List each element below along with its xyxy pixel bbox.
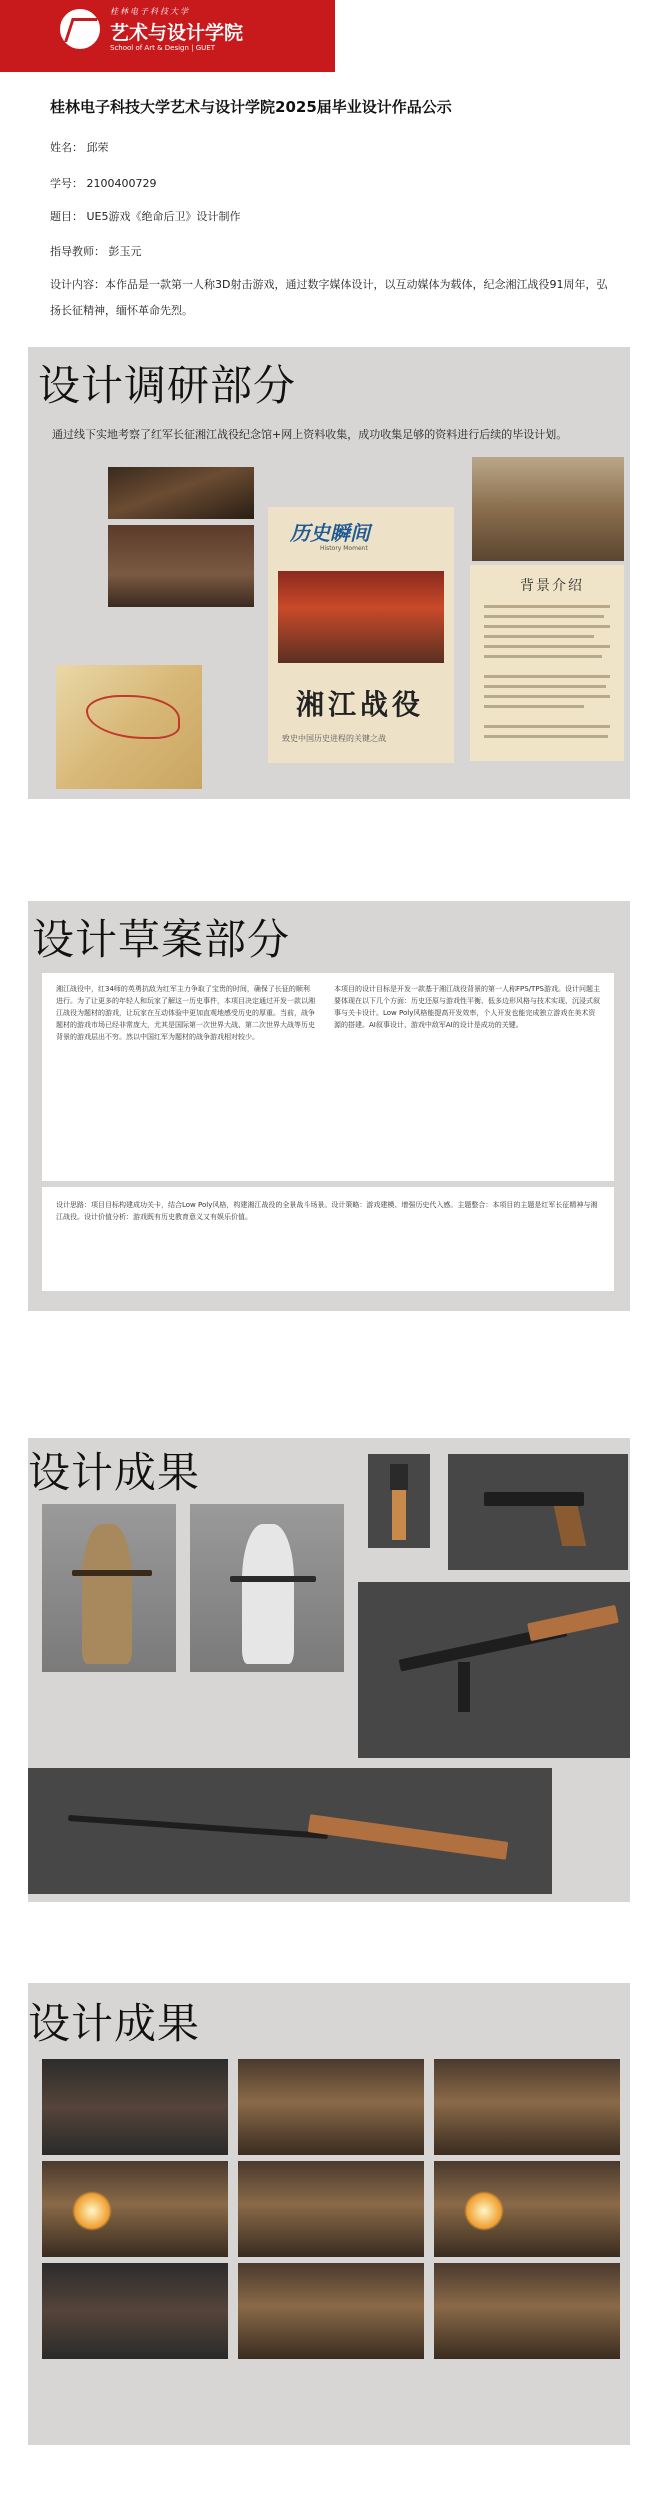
museum-photo-1 [108, 467, 254, 519]
draft-divider [42, 1181, 614, 1187]
submachine-gun-model [358, 1582, 630, 1758]
school-name: 艺术与设计学院 [110, 22, 244, 44]
text-line [484, 615, 604, 618]
text-line [484, 645, 610, 648]
grenade-head [390, 1464, 408, 1490]
soldier-figure [82, 1524, 132, 1664]
smg-stock [527, 1605, 619, 1641]
text-line [484, 695, 610, 698]
university-name: 桂林电子科技大学 [110, 7, 190, 16]
history-poster [268, 507, 454, 763]
student-id: 学号： 2100400729 [50, 177, 157, 190]
section-heading-results: 设计成果 [28, 1448, 201, 1497]
game-screenshot-2 [238, 2059, 424, 2155]
text-line [484, 625, 610, 628]
text-line [484, 605, 610, 608]
pistol-grip [554, 1506, 587, 1546]
poster-big-title: 湘江战役 [296, 688, 425, 721]
results-section-models [28, 1438, 630, 1902]
poster-title: 历史瞬间 [290, 521, 370, 545]
header-banner [0, 0, 659, 72]
text-line [484, 655, 602, 658]
background-title: 背景介绍 [520, 578, 584, 594]
text-line [484, 675, 610, 678]
rifle-shape [72, 1570, 152, 1576]
route-map-photo [56, 665, 202, 789]
poster-subtitle: History Moment [320, 545, 368, 552]
draft-section [28, 901, 630, 1311]
rifle-stock [308, 1814, 509, 1860]
results-section-screens [28, 1983, 630, 2445]
rifle-shape [230, 1576, 316, 1582]
game-screenshot-9 [434, 2263, 620, 2359]
museum-photo-2 [108, 525, 254, 607]
soldier-figure [242, 1524, 294, 1664]
research-lead: 通过线下实地考察了红军长征湘江战役纪念馆+网上资料收集，成功收集足够的资料进行后续的毕设计划。 [52, 428, 568, 441]
draft-text-bottom: 设计思路：项目目标构建成功关卡，结合Low Poly风格，构建湘江战役的全景战斗场景。设计策略：游戏建模、增强历史代入感。主题整合：本项目的主题是红军长征精神与湘江战役。设计价值分析：游戏既有历史教育意义又有娱乐价值。 [56, 1201, 598, 1221]
text-line [484, 635, 594, 638]
school-name-en: School of Art & Design | GUET [110, 44, 215, 52]
pistol-barrel [484, 1492, 584, 1506]
poster-tagline: 致史中国历史进程的关键之战 [282, 734, 386, 743]
soldier-model-enemy [190, 1504, 344, 1672]
project-topic: 题目： UE5游戏《绝命后卫》设计制作 [50, 210, 241, 223]
text-line [484, 725, 610, 728]
game-screenshot-4 [42, 2161, 228, 2257]
game-screenshot-7 [42, 2263, 228, 2359]
rifle-model [28, 1768, 552, 1894]
page-title: 桂林电子科技大学艺术与设计学院2025届毕业设计作品公示 [50, 98, 452, 116]
advisor: 指导教师： 彭玉元 [50, 245, 142, 258]
grenade-handle [392, 1490, 406, 1540]
game-screenshot-3 [434, 2059, 620, 2155]
design-content: 设计内容：本作品是一款第一人称3D射击游戏，通过数字媒体设计，以互动媒体为载体，纪念湘江战役91周年，弘扬长征精神，缅怀革命先烈。 [50, 278, 608, 317]
battle-scene-photo [472, 457, 624, 561]
research-section [28, 347, 630, 799]
section-heading-research: 设计调研部分 [38, 361, 297, 410]
game-screenshot-1 [42, 2059, 228, 2155]
game-screenshot-8 [238, 2263, 424, 2359]
soldier-model-red-army [42, 1504, 176, 1672]
section-heading-results-2: 设计成果 [28, 1999, 201, 2048]
game-screenshot-5 [238, 2161, 424, 2257]
school-logo-icon [58, 7, 102, 51]
section-heading-draft: 设计草案部分 [32, 915, 291, 964]
smg-magazine [458, 1662, 470, 1712]
grenade-model [368, 1454, 430, 1548]
rifle-barrel [68, 1815, 328, 1839]
student-name: 姓名： 邱荣 [50, 141, 109, 154]
game-screenshot-6 [434, 2161, 620, 2257]
text-line [484, 685, 606, 688]
draft-text-right: 本项目的设计目标是开发一款基于湘江战役背景的第一人称FPS/TPS游戏。设计问题主要体现在以下几个方面：历史还原与游戏性平衡、低多边形风格与技术实现、沉浸式叙事与关卡设计。Low Poly风格能提高开发效率，个人开发也能完成独立游戏在美术资源的搭建。AI叙事设计、游戏中敌军AI的设计是成功的关键。 [334, 985, 600, 1029]
text-line [484, 705, 584, 708]
pistol-model [448, 1454, 628, 1570]
text-line [484, 735, 608, 738]
draft-text-left: 湘江战役中，红34师的英勇抗敌为红军主力争取了宝贵的时间，确保了长征的顺利进行。为了让更多的年轻人和玩家了解这一历史事件，本项目决定通过开发一款以湘江战役为题材的游戏，让玩家在互动体验中更加直观地感受历史的厚重。当前，战争题材的游戏市场已经非常庞大，尤其是国际第一次世界大战、第二次世界大战等历史背景的游戏层出不穷。然以中国红军为题材的战争游戏相对较少。 [56, 985, 315, 1041]
background-card [470, 565, 624, 761]
banner-white-block [335, 0, 659, 72]
draft-document [42, 973, 614, 1291]
poster-image [278, 571, 444, 663]
